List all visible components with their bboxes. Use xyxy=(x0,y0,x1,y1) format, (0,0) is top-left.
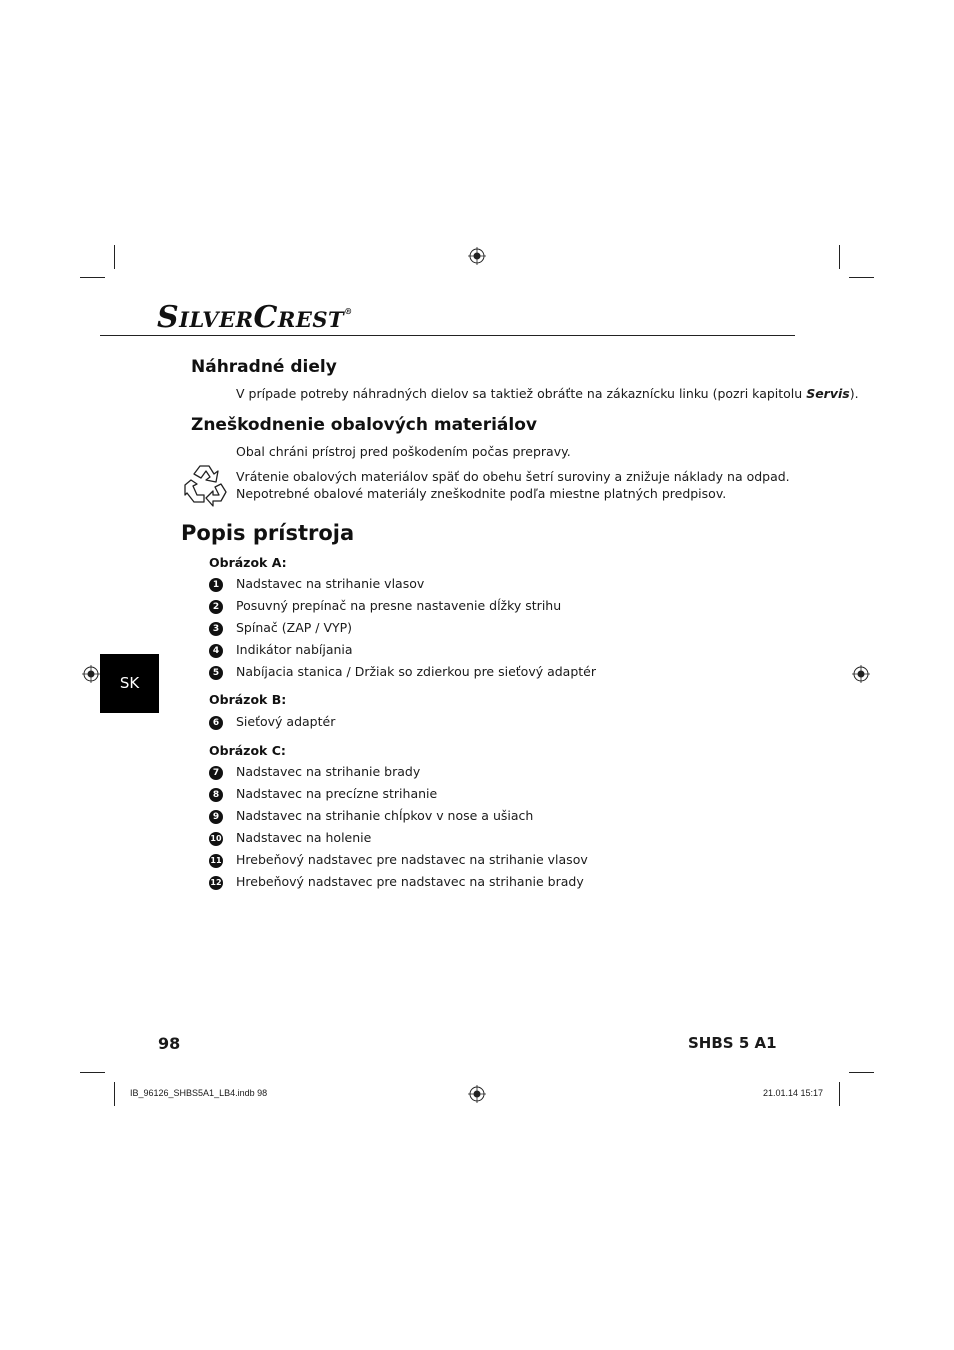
print-slug-file: IB_96126_SHBS5A1_LB4.indb 98 xyxy=(130,1088,268,1098)
item-number-badge: 8 xyxy=(209,788,223,802)
print-slug-date: 21.01.14 15:17 xyxy=(763,1088,824,1098)
part-list-item: Spínač (ZAP / VYP) xyxy=(236,620,353,635)
crop-mark xyxy=(839,245,840,269)
item-number-badge: 4 xyxy=(209,644,223,658)
disposal-line-3: Nepotrebné obalové materiály zneškodnite podľa miestne platných predpisov. xyxy=(236,486,727,501)
item-number-badge: 11 xyxy=(209,854,223,868)
part-list-item: Sieťový adaptér xyxy=(236,714,336,729)
part-list-item: Nabíjacia stanica / Držiak so zdierkou pre sieťový adaptér xyxy=(236,664,597,679)
crop-mark xyxy=(80,277,105,278)
part-list-item: Indikátor nabíjania xyxy=(236,642,353,657)
item-number-badge: 7 xyxy=(209,766,223,780)
part-list-item: Hrebeňový nadstavec pre nadstavec na strihanie brady xyxy=(236,874,584,889)
part-list-item: Hrebeňový nadstavec pre nadstavec na strihanie vlasov xyxy=(236,852,588,867)
part-list-item: Nadstavec na strihanie chĺpkov v nose a ušiach xyxy=(236,808,534,823)
crop-mark xyxy=(849,1072,874,1073)
header-divider xyxy=(100,335,795,336)
figure-c-label: Obrázok C: xyxy=(209,743,286,758)
item-number-badge: 5 xyxy=(209,666,223,680)
item-number-badge: 1 xyxy=(209,578,223,592)
registration-mark-icon xyxy=(468,1085,486,1103)
registration-mark-icon xyxy=(468,247,486,265)
part-list-item: Nadstavec na precízne strihanie xyxy=(236,786,438,801)
crop-mark xyxy=(80,1072,105,1073)
item-number-badge: 3 xyxy=(209,622,223,636)
figure-a-label: Obrázok A: xyxy=(209,555,287,570)
part-list-item: Posuvný prepínač na presne nastavenie dĺžky strihu xyxy=(236,598,562,613)
item-number-badge: 6 xyxy=(209,716,223,730)
crop-mark xyxy=(114,245,115,269)
registration-mark-icon xyxy=(82,665,100,683)
part-list-item: Nadstavec na strihanie vlasov xyxy=(236,576,425,591)
spare-parts-text: V prípade potreby náhradných dielov sa taktiež obráťte na zákaznícku linku (pozri kapitolu Servis). xyxy=(236,386,859,401)
item-number-badge: 10 xyxy=(209,832,223,846)
section-title-description: Popis prístroja xyxy=(181,521,355,545)
recycling-icon xyxy=(183,462,231,508)
disposal-line-2: Vrátenie obalových materiálov späť do obehu šetrí suroviny a znižuje náklady na odpad. xyxy=(236,469,790,484)
section-title-disposal: Zneškodnenie obalových materiálov xyxy=(191,415,537,435)
registration-mark-icon xyxy=(852,665,870,683)
brand-logo: SILVERCREST® xyxy=(157,300,353,335)
section-title-spare-parts: Náhradné diely xyxy=(191,357,337,377)
crop-mark xyxy=(839,1082,840,1106)
part-list-item: Nadstavec na holenie xyxy=(236,830,372,845)
page-number: 98 xyxy=(158,1034,181,1053)
item-number-badge: 2 xyxy=(209,600,223,614)
disposal-line-1: Obal chráni prístroj pred poškodením počas prepravy. xyxy=(236,444,571,459)
item-number-badge: 9 xyxy=(209,810,223,824)
crop-mark xyxy=(849,277,874,278)
model-number: SHBS 5 A1 xyxy=(688,1034,777,1052)
language-tab: SK xyxy=(100,654,159,713)
service-reference: Servis xyxy=(806,386,850,401)
crop-mark xyxy=(114,1082,115,1106)
item-number-badge: 12 xyxy=(209,876,223,890)
figure-b-label: Obrázok B: xyxy=(209,692,287,707)
part-list-item: Nadstavec na strihanie brady xyxy=(236,764,421,779)
